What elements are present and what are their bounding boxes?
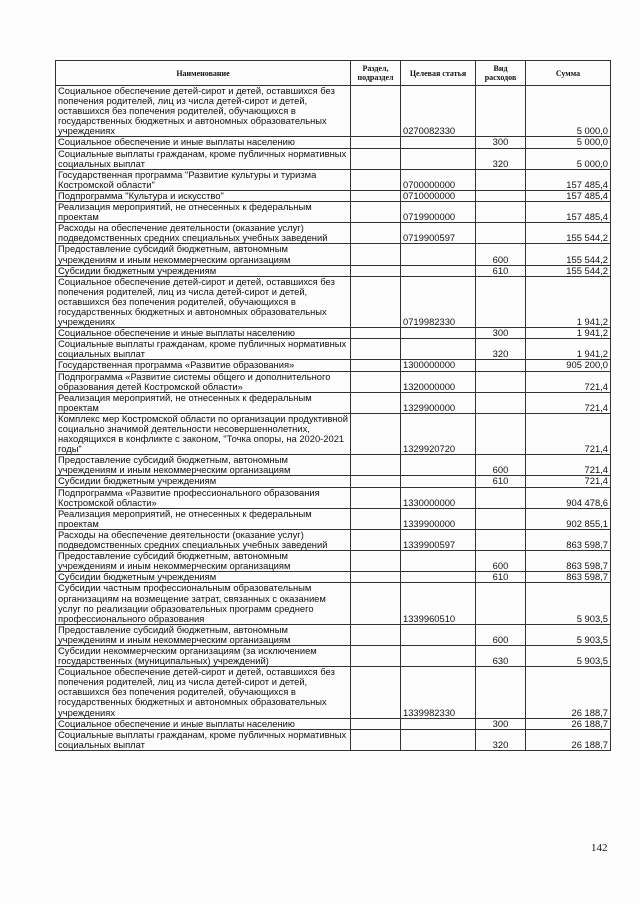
- header-target: Целевая статья: [401, 61, 476, 86]
- cell-section: [351, 339, 401, 360]
- cell-sum: 721,4: [526, 392, 611, 413]
- cell-sum: 155 544,2: [526, 223, 611, 244]
- cell-name: Государственная программа «Развитие образования»: [56, 360, 351, 371]
- table-row: [56, 86, 611, 137]
- cell-name: Субсидии частным профессиональным образовательным организациям на возмещение затрат, связанных с оказанием услуг по реализации образовательных программ среднего профессионального образования: [56, 583, 351, 624]
- cell-sum: 902 855,1: [526, 508, 611, 529]
- cell-name: Реализация мероприятий, не отнесенных к федеральным проектам: [56, 202, 351, 223]
- cell-expense: [476, 413, 526, 454]
- cell-expense: 610: [476, 265, 526, 276]
- cell-section: [351, 624, 401, 645]
- cell-expense: 300: [476, 137, 526, 148]
- cell-sum: 1 941,2: [526, 276, 611, 327]
- cell-sum: 863 598,7: [526, 529, 611, 550]
- cell-name: Реализация мероприятий, не отнесенных к федеральным проектам: [56, 392, 351, 413]
- cell-expense: 610: [476, 476, 526, 487]
- cell-section: [351, 244, 401, 265]
- table-row: [56, 487, 611, 508]
- table-row: [56, 339, 611, 360]
- cell-target: 1329920720: [401, 413, 476, 454]
- cell-sum: 157 485,4: [526, 202, 611, 223]
- table-row: [56, 276, 611, 327]
- cell-name: Социальные выплаты гражданам, кроме публичных нормативных социальных выплат: [56, 729, 351, 750]
- table-row: [56, 169, 611, 190]
- table-row: [56, 476, 611, 487]
- cell-expense: [476, 276, 526, 327]
- cell-section: [351, 667, 401, 718]
- cell-section: [351, 86, 401, 137]
- table-row: [56, 645, 611, 666]
- cell-name: Субсидии бюджетным учреждениям: [56, 572, 351, 583]
- cell-section: [351, 645, 401, 666]
- cell-expense: [476, 360, 526, 371]
- table-row: [56, 529, 611, 550]
- cell-expense: [476, 583, 526, 624]
- cell-expense: 600: [476, 551, 526, 572]
- cell-name: Социальное обеспечение и иные выплаты населению: [56, 718, 351, 729]
- cell-name: Субсидии бюджетным учреждениям: [56, 265, 351, 276]
- header-section: Раздел, подраздел: [351, 61, 401, 86]
- cell-expense: 320: [476, 148, 526, 169]
- cell-sum: 5 000,0: [526, 148, 611, 169]
- cell-expense: [476, 86, 526, 137]
- cell-sum: 5 903,5: [526, 583, 611, 624]
- cell-section: [351, 371, 401, 392]
- cell-name: Подпрограмма "Культура и искусство": [56, 190, 351, 201]
- cell-expense: 600: [476, 244, 526, 265]
- cell-sum: 26 188,7: [526, 729, 611, 750]
- cell-target: 0719900000: [401, 202, 476, 223]
- table-row: [56, 137, 611, 148]
- cell-section: [351, 223, 401, 244]
- cell-target: 1339960510: [401, 583, 476, 624]
- cell-name: Социальные выплаты гражданам, кроме публичных нормативных социальных выплат: [56, 339, 351, 360]
- table-row: [56, 572, 611, 583]
- cell-expense: [476, 667, 526, 718]
- cell-sum: 721,4: [526, 476, 611, 487]
- cell-expense: [476, 223, 526, 244]
- cell-target: 0270082330: [401, 86, 476, 137]
- cell-section: [351, 487, 401, 508]
- cell-target: [401, 718, 476, 729]
- table-row: [56, 360, 611, 371]
- cell-name: Предоставление субсидий бюджетным, автономным учреждениям и иным некоммерческим организациям: [56, 624, 351, 645]
- cell-sum: 721,4: [526, 455, 611, 476]
- cell-section: [351, 551, 401, 572]
- cell-expense: 300: [476, 718, 526, 729]
- table-row: [56, 729, 611, 750]
- cell-target: [401, 729, 476, 750]
- cell-sum: 5 903,5: [526, 645, 611, 666]
- cell-section: [351, 202, 401, 223]
- cell-name: Подпрограмма «Развитие системы общего и дополнительного образования детей Костромской области»: [56, 371, 351, 392]
- cell-section: [351, 190, 401, 201]
- cell-target: [401, 148, 476, 169]
- cell-expense: 300: [476, 328, 526, 339]
- table-row: [56, 551, 611, 572]
- cell-name: Государственная программа "Развитие культуры и туризма Костромской области": [56, 169, 351, 190]
- table-row: [56, 148, 611, 169]
- cell-target: [401, 265, 476, 276]
- cell-sum: 1 941,2: [526, 339, 611, 360]
- cell-sum: 5 000,0: [526, 137, 611, 148]
- cell-sum: 157 485,4: [526, 169, 611, 190]
- cell-name: Расходы на обеспечение деятельности (оказание услуг) подведомственных средних специальных учебных заведений: [56, 223, 351, 244]
- cell-expense: [476, 392, 526, 413]
- header-name: Наименование: [56, 61, 351, 86]
- table-row: [56, 455, 611, 476]
- cell-sum: 1 941,2: [526, 328, 611, 339]
- cell-section: [351, 148, 401, 169]
- cell-sum: 905 200,0: [526, 360, 611, 371]
- cell-expense: 610: [476, 572, 526, 583]
- cell-sum: 863 598,7: [526, 551, 611, 572]
- cell-name: Социальное обеспечение и иные выплаты населению: [56, 328, 351, 339]
- cell-expense: 600: [476, 624, 526, 645]
- table-row: [56, 392, 611, 413]
- cell-expense: [476, 371, 526, 392]
- table-row: [56, 624, 611, 645]
- page-number: 142: [591, 842, 608, 854]
- table-row: [56, 667, 611, 718]
- cell-sum: 26 188,7: [526, 667, 611, 718]
- cell-name: Социальное обеспечение детей-сирот и детей, оставшихся без попечения родителей, лиц из числа детей-сирот и детей, оставшихся без попечения родителей, обучающихся в государственных бюджетных и автономных образовательных учреждениях: [56, 276, 351, 327]
- cell-target: [401, 244, 476, 265]
- cell-target: [401, 572, 476, 583]
- cell-name: Реализация мероприятий, не отнесенных к федеральным проектам: [56, 508, 351, 529]
- cell-section: [351, 572, 401, 583]
- header-row: [56, 61, 611, 86]
- cell-name: Социальное обеспечение детей-сирот и детей, оставшихся без попечения родителей, лиц из числа детей-сирот и детей, оставшихся без попечения родителей, обучающихся в государственных бюджетных и автономных образовательных учреждениях: [56, 86, 351, 137]
- table-row: [56, 265, 611, 276]
- cell-name: Предоставление субсидий бюджетным, автономным учреждениям и иным некоммерческим организациям: [56, 455, 351, 476]
- cell-name: Социальные выплаты гражданам, кроме публичных нормативных социальных выплат: [56, 148, 351, 169]
- cell-name: Предоставление субсидий бюджетным, автономным учреждениям и иным некоммерческим организациям: [56, 551, 351, 572]
- cell-target: [401, 339, 476, 360]
- cell-target: [401, 137, 476, 148]
- cell-name: Субсидии бюджетным учреждениям: [56, 476, 351, 487]
- cell-section: [351, 413, 401, 454]
- cell-sum: 5 903,5: [526, 624, 611, 645]
- cell-name: Расходы на обеспечение деятельности (оказание услуг) подведомственных средних специальных учебных заведений: [56, 529, 351, 550]
- cell-target: [401, 624, 476, 645]
- cell-sum: 155 544,2: [526, 244, 611, 265]
- cell-target: [401, 551, 476, 572]
- cell-expense: 630: [476, 645, 526, 666]
- cell-name: Субсидии некоммерческим организациям (за исключением государственных (муниципальных) учреждений): [56, 645, 351, 666]
- table-row: [56, 244, 611, 265]
- cell-target: 1339982330: [401, 667, 476, 718]
- cell-section: [351, 508, 401, 529]
- cell-target: [401, 476, 476, 487]
- cell-name: Социальное обеспечение и иные выплаты населению: [56, 137, 351, 148]
- cell-target: 1339900597: [401, 529, 476, 550]
- cell-expense: [476, 190, 526, 201]
- cell-section: [351, 137, 401, 148]
- cell-expense: [476, 487, 526, 508]
- budget-table: [55, 60, 611, 751]
- cell-target: 0710000000: [401, 190, 476, 201]
- table-row: [56, 583, 611, 624]
- cell-target: 1329900000: [401, 392, 476, 413]
- cell-section: [351, 729, 401, 750]
- cell-sum: 155 544,2: [526, 265, 611, 276]
- cell-sum: 26 188,7: [526, 718, 611, 729]
- cell-sum: 721,4: [526, 371, 611, 392]
- cell-sum: 157 485,4: [526, 190, 611, 201]
- cell-expense: [476, 169, 526, 190]
- cell-target: 1300000000: [401, 360, 476, 371]
- cell-name: Комплекс мер Костромской области по организации продуктивной социально значимой деятельности несовершеннолетних, находящихся в конфликте с законом, "Точка опоры, на 2020-2021 годы": [56, 413, 351, 454]
- header-expense: Вид расходов: [476, 61, 526, 86]
- cell-target: 0700000000: [401, 169, 476, 190]
- cell-section: [351, 265, 401, 276]
- table-row: [56, 508, 611, 529]
- cell-target: [401, 455, 476, 476]
- table-row: [56, 328, 611, 339]
- table-row: [56, 223, 611, 244]
- table-row: [56, 190, 611, 201]
- cell-target: 0719982330: [401, 276, 476, 327]
- table-body: [56, 86, 611, 751]
- cell-expense: 600: [476, 455, 526, 476]
- cell-sum: 5 000,0: [526, 86, 611, 137]
- cell-target: 1339900000: [401, 508, 476, 529]
- table-row: [56, 202, 611, 223]
- table-header: [56, 61, 611, 86]
- cell-expense: 320: [476, 339, 526, 360]
- cell-target: 0719900597: [401, 223, 476, 244]
- cell-section: [351, 583, 401, 624]
- cell-sum: 904 478,6: [526, 487, 611, 508]
- cell-section: [351, 328, 401, 339]
- cell-section: [351, 392, 401, 413]
- cell-sum: 863 598,7: [526, 572, 611, 583]
- cell-target: 1330000000: [401, 487, 476, 508]
- cell-target: [401, 328, 476, 339]
- cell-expense: [476, 529, 526, 550]
- cell-section: [351, 476, 401, 487]
- cell-target: 1320000000: [401, 371, 476, 392]
- cell-expense: 320: [476, 729, 526, 750]
- cell-section: [351, 455, 401, 476]
- cell-target: [401, 645, 476, 666]
- table-row: [56, 371, 611, 392]
- cell-expense: [476, 508, 526, 529]
- cell-expense: [476, 202, 526, 223]
- cell-section: [351, 529, 401, 550]
- cell-name: Социальное обеспечение детей-сирот и детей, оставшихся без попечения родителей, лиц из числа детей-сирот и детей, оставшихся без попечения родителей, обучающихся в государственных бюджетных и автономных образовательных учреждениях: [56, 667, 351, 718]
- cell-section: [351, 169, 401, 190]
- cell-section: [351, 360, 401, 371]
- cell-sum: 721,4: [526, 413, 611, 454]
- cell-section: [351, 718, 401, 729]
- table-row: [56, 413, 611, 454]
- cell-name: Предоставление субсидий бюджетным, автономным учреждениям и иным некоммерческим организациям: [56, 244, 351, 265]
- cell-section: [351, 276, 401, 327]
- header-sum: Сумма: [526, 61, 611, 86]
- cell-name: Подпрограмма «Развитие профессионального образования Костромской области»: [56, 487, 351, 508]
- table-row: [56, 718, 611, 729]
